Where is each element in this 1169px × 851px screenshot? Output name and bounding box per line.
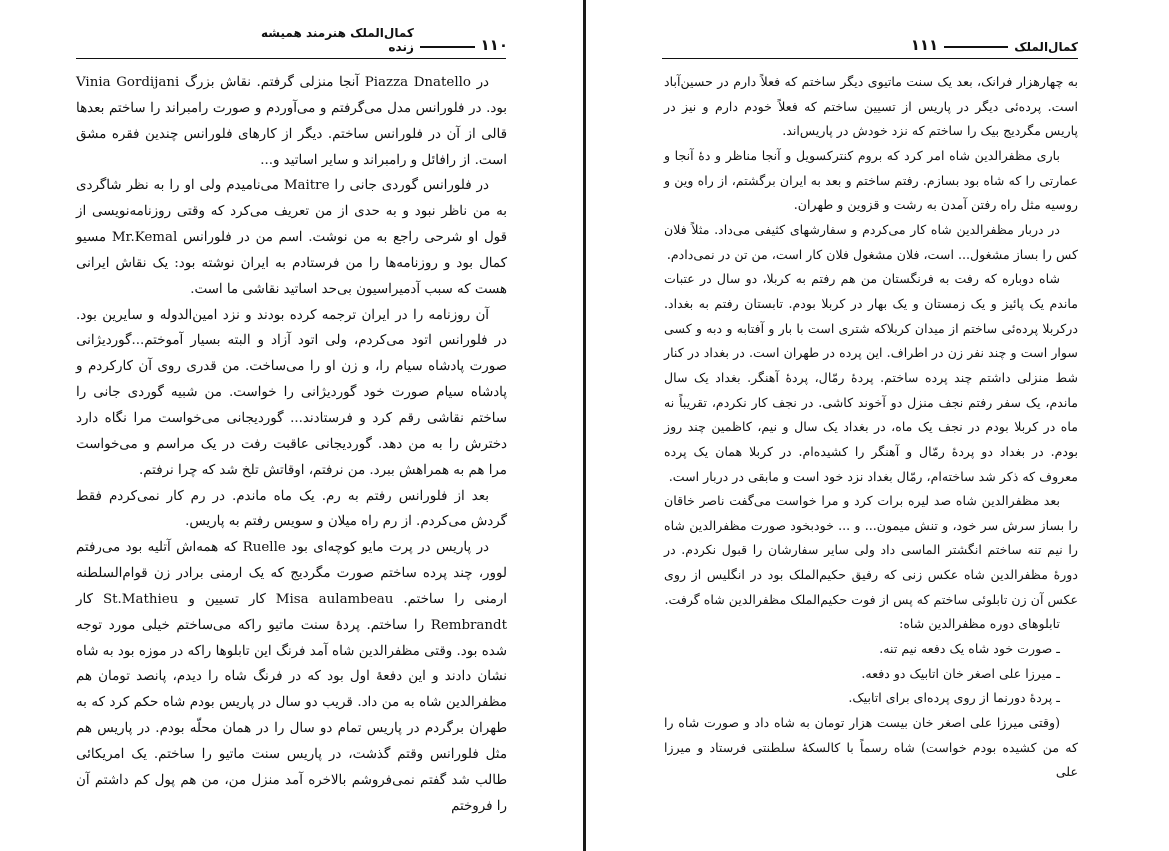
- left-page-number: ۱۱۰: [480, 36, 508, 54]
- right-page-number: ۱۱۱: [910, 36, 939, 54]
- list-item: ـ پردهٔ دورنما از روی پرده‌ای برای اتابیک.: [848, 690, 1060, 706]
- header-dash: [420, 46, 475, 48]
- left-page-body: [76, 70, 507, 819]
- paragraph: باری مظفرالدین شاه امر کرد که بروم کنترکسویل و آنجا مناظر و دهٔ آنجا و عمارتی را که شاه بود بسازم. رفتم ساختم و بعد به ایران برگشتم، از راه وین و روسیه مثل راه رفتن آمدن به رشت و قزوین و طهران.: [664, 147, 1078, 213]
- right-page-running-title: کمال‌الملک: [1014, 40, 1078, 54]
- paragraph: آن روزنامه را در ایران ترجمه کرده بودند و نزد امین‌الدوله و سایرین بود. در فلورانس اتود می‌کردم، ولی اتود آزاد و البته بسیار آموختم...گوردیژانی صورت پادشاه سیام را، و زن او را می‌ساخت. من قدری روی آن کارکردم و پادشاه سیام صورت خود گوردیژانی را خواست. من شبیه گوردی جانی را ساختم نقاشی رقم کرد و فرستادند... گوردیجانی می‌خواست مرا نگاه دارد دخترش را به من دهد. گوردیجانی عاقبت رفت در یک مراسم و می‌خواست مرا هم به همراهش ببرد. من نرفتم، اوقاتش تلخ شد که چرا نرفتم.: [76, 307, 507, 478]
- left-page: [0, 0, 584, 851]
- book-gutter: [583, 0, 586, 851]
- paragraph: در دربار مظفرالدین شاه کار می‌کردم و سفارشهای کثیفی می‌داد. مثلاً فلان کس را بساز مشغول... است، فلان مشغول فلان کار است، من تن در نمی‌دادم.: [664, 221, 1078, 262]
- right-page-body: [664, 70, 1078, 785]
- paragraph: (وقتی میرزا علی اصغر خان بیست هزار تومان به شاه داد و صورت شاه را که من کشیده بودم خواست) شاه رسماً با کالسکهٔ سلطنتی فرستاد و میرزا علی: [664, 715, 1078, 780]
- left-page-header: [258, 28, 508, 54]
- paragraph: در Piazza Dnatello آنجا منزلی گرفتم. نقاش بزرگ Vinia Gordijani بود. در فلورانس مدل می‌گرفتم و می‌آوردم و صورت رامبراند را ساختم بعدها قالی از آن در فلورانس ساختم. دیگر از کارهای فلورانس چندین فقره مشق است. از رافائل و رامبراند و سایر اساتید و...: [76, 75, 507, 168]
- header-dash: [944, 46, 1008, 48]
- paragraph: شاه دوباره که رفت به فرنگستان من هم رفتم به کربلا، دو سال در عتبات ماندم یک پائیز و یک زمستان و یک بهار در کربلا بودم. تابستان رفتم به بغداد. درکربلا پرده‌ئی ساختم از میدان کربلاکه شتری است با بار و آفتابه و دبه و کسی سوار است و چند نفر زن در اطراف. این پرده در طهران است. در بغداد در کنار شط منزلی داشتم چند پرده ساختم. پردهٔ رمّال، پردهٔ آهنگر. بغداد یک سال ماندم، یک سفر رفتم نجف منزل دو آخوند کاشی. در نجف کار نکردم، تقریباً نه ماه در کربلا بودم در نجف یک ماه، در بغداد یک سال و نیم، کاظمین چند روز بودم. در بغداد دو پردهٔ رمّال و آهنگر را کشیده‌ام. در کربلا همان یک پرده معروف که ذکر شد ساخته‌ام، رمّال بغداد نزد خود است و مابقی در دربار است.: [664, 271, 1078, 484]
- paragraph: بعد از فلورانس رفتم به رم. یک ماه ماندم. در رم کار نمی‌کردم فقط گردش می‌کردم. از رم راه میلان و سویس رفتم به پاریس.: [76, 488, 507, 530]
- right-page: [588, 0, 1169, 851]
- list-item: ـ میرزا علی اصغر خان اتابیک دو دفعه.: [861, 665, 1060, 681]
- paragraph: به چهارهزار فرانک، بعد یک سنت ماتیوی دیگر ساختم که فعلاً دارم در حسین‌آباد است. پرده‌ئی دیگر در پاریس از تسیین ساختم که فعلاً خودم دارم و نیز در پاریس مگردیج بیک را ساختم که نزد خودش در پاریس‌اند.: [664, 74, 1078, 139]
- left-header-rule: [76, 58, 506, 59]
- paragraph: بعد مظفرالدین شاه صد لیره برات کرد و مرا خواست می‌گفت ناصر خاقان را بساز سرش سر خود، و تنش میمون... و ... خودبخود صورت مظفرالدین شاه را نیم تنه ساختم انگشتر الماسی داد ولی سایر سفارشان را قبول نکردم. در دورهٔ مظفرالدین شاه عکس زنی که رفیق حکیم‌الملک بود در انگلیس از روی عکس آن زن تابلوئی ساختم که پس از فوت حکیم‌الملک مظفرالدین شاه گرفت.: [664, 493, 1078, 607]
- list-heading: تابلوهای دوره مظفرالدین شاه:: [899, 616, 1060, 632]
- right-page-header: [664, 28, 1078, 54]
- list-item: ـ صورت خود شاه یک دفعه نیم تنه.: [879, 641, 1060, 657]
- right-header-rule: [662, 58, 1078, 59]
- left-page-running-title: کمال‌الملک هنرمند همیشه زنده: [261, 26, 414, 54]
- paragraph: در فلورانس گوردی جانی را Maitre می‌نامیدم ولی او را به نظر شاگردی به من ناظر نبود و به حدی از من تعریف می‌کرد که وقتی روزنامه‌نویسی از قول او شرحی راجع به من نوشت. اسم من در فلورانس Mr.Kemal مسیو کمال بود و روزنامه‌ها را من فرستادم به ایران نوشته بود: یک نقاش ایرانی هست که سبب آدمیراسیون بی‌حد اساتید نقاشی ما است.: [76, 178, 507, 297]
- paragraph: در پاریس در پرت مایو کوچه‌ای بود Ruelle که همه‌اش آتلیه بود می‌رفتم لوور، چند پرده ساختم صورت مگردیج که یک ارمنی برادر زن قوام‌السلطنه ارمنی را ساختم. Misa aulambeau کار تسیین و St.Mathieu کار Rembrandt را ساختم. پردهٔ سنت ماتیو راکه می‌ساختم خیلی مورد توجه شده بود. وقتی مظفرالدین شاه آمد فرنگ این تابلوها راکه در موزه بود به شاه نشان دادند و این دفعهٔ اول بود که در فرنگ شاه را دیدم، پانصد تومان هم مظفرالدین شاه به من داد. قریب دو سال در پاریس بودم شاه حکم کرد که به طهران برگردم در پاریس تمام دو سال را در همان محلّه بودم. در پاریس هم مثل فلورانس وقتم گذشت، در پاریس سنت ماتیو را ساختم. یک امریکائی طالب شد گفتم نمی‌فروشم بالاخره آمد منزل من، من هم پول کم داشتم آن را فروختم: [76, 540, 507, 814]
